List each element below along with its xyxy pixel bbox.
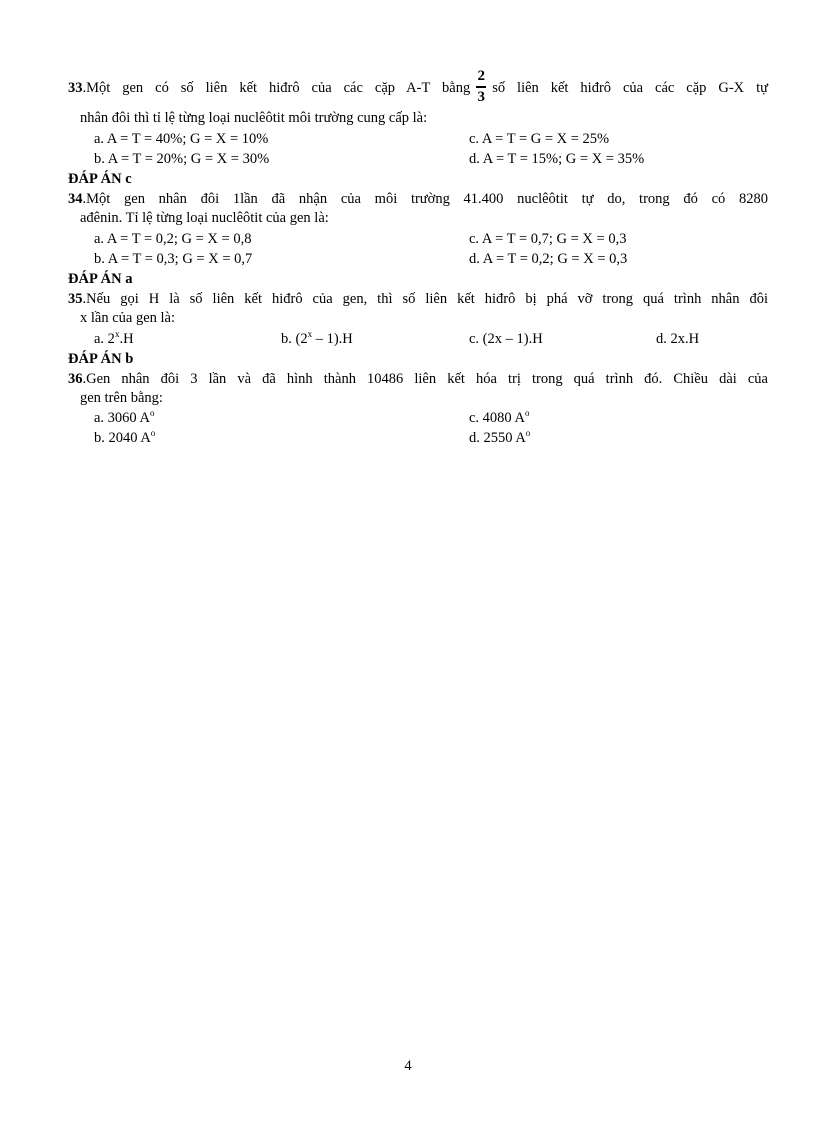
option-35-a [94, 330, 134, 349]
option-35-c: c. (2x – 1).H [469, 331, 543, 347]
fraction-bar [476, 86, 486, 88]
fraction-two-thirds [476, 69, 486, 105]
option-36-b-unit-mark: o [150, 427, 156, 438]
fraction-denominator: 3 [477, 88, 485, 105]
question-35-line2: x lần của gen là: [80, 310, 176, 326]
option-36-a [94, 409, 154, 428]
option-35-b-rest: – 1).H [312, 331, 353, 347]
question-36 [68, 370, 768, 408]
option-33-c: c. A = T = G = X = 25% [469, 131, 610, 147]
option-34-d: d. A = T = 0,2; G = X = 0,3 [469, 250, 628, 267]
question-33-text-a: .Một gen có số liên kết hiđrô của các cặp A-T bằng [82, 80, 471, 97]
question-33-continued [68, 109, 768, 128]
option-35-a-exponent: x [114, 329, 120, 340]
option-33-a: a. A = T = 40%; G = X = 10% [94, 131, 269, 147]
question-34-text: .Một gen nhân đôi 1lần đã nhận của môi trường 41.400 nuclêôtit tự do, trong đó có 8280 [82, 191, 768, 207]
question-36-text: .Gen nhân đôi 3 lần và đã hình thành 10486 liên kết hóa trị trong quá trình đó. Chiều dài của [82, 371, 768, 387]
question-35-number: 35 [68, 291, 83, 307]
option-36-d-value: d. 2550 A [469, 429, 526, 446]
question-34-line1 [68, 190, 768, 209]
question-34-number: 34 [68, 191, 83, 207]
question-33-number: 33 [68, 80, 83, 97]
option-33-b: b. A = T = 20%; G = X = 30% [94, 150, 270, 167]
option-35-d: d. 2x.H [656, 331, 700, 347]
question-34-options [94, 230, 774, 269]
option-36-c-value: c. 4080 A [469, 410, 525, 426]
question-33-options [94, 130, 774, 169]
option-36-c-unit-mark: o [524, 408, 530, 419]
question-35 [68, 290, 768, 328]
question-34-line2: ađênin. Tỉ lệ từng loại nuclêôtit của gen là: [80, 210, 329, 226]
option-33-d: d. A = T = 15%; G = X = 35% [469, 150, 645, 167]
option-34-b: b. A = T = 0,3; G = X = 0,7 [94, 250, 253, 267]
option-34-c: c. A = T = 0,7; G = X = 0,3 [469, 231, 627, 247]
question-36-number: 36 [68, 371, 83, 387]
option-36-a-value: a. 3060 A [94, 410, 150, 426]
question-35-line1 [68, 290, 768, 309]
option-35-b-base: b. (2 [281, 331, 308, 347]
option-35-b [281, 330, 353, 349]
page-number: 4 [404, 1058, 412, 1074]
option-36-d [469, 429, 530, 448]
option-36-b [94, 429, 155, 448]
option-36-d-unit-mark: o [525, 427, 531, 438]
answer-34: ĐÁP ÁN a [68, 271, 133, 287]
question-36-line2: gen trên bằng: [80, 390, 163, 406]
question-36-options [94, 409, 774, 448]
answer-35: ĐÁP ÁN b [68, 351, 134, 367]
option-35-a-base: a. 2 [94, 331, 115, 347]
option-35-b-exponent: x [307, 329, 313, 340]
question-36-line1 [68, 370, 768, 389]
option-36-b-value: b. 2040 A [94, 429, 151, 446]
question-35-text: .Nếu gọi H là số liên kết hiđrô của gen, thì số liên kết hiđrô bị phá vỡ trong quá trình nhân đôi [82, 291, 768, 307]
option-35-a-rest: .H [119, 331, 134, 347]
question-33-line1 [68, 68, 768, 107]
question-33-text-b: số liên kết hiđrô của các cặp G-X tự [492, 80, 768, 97]
question-33-line2: nhân đôi thì tỉ lệ từng loại nuclêôtit môi trường cung cấp là: [80, 110, 428, 126]
option-36-c [469, 409, 529, 428]
question-33 [68, 68, 768, 107]
option-36-a-unit-mark: o [149, 408, 155, 419]
question-35-options [94, 330, 774, 350]
option-34-a: a. A = T = 0,2; G = X = 0,8 [94, 231, 252, 247]
fraction-numerator: 2 [477, 68, 485, 84]
question-34 [68, 190, 768, 228]
answer-33: ĐÁP ÁN c [68, 171, 132, 187]
